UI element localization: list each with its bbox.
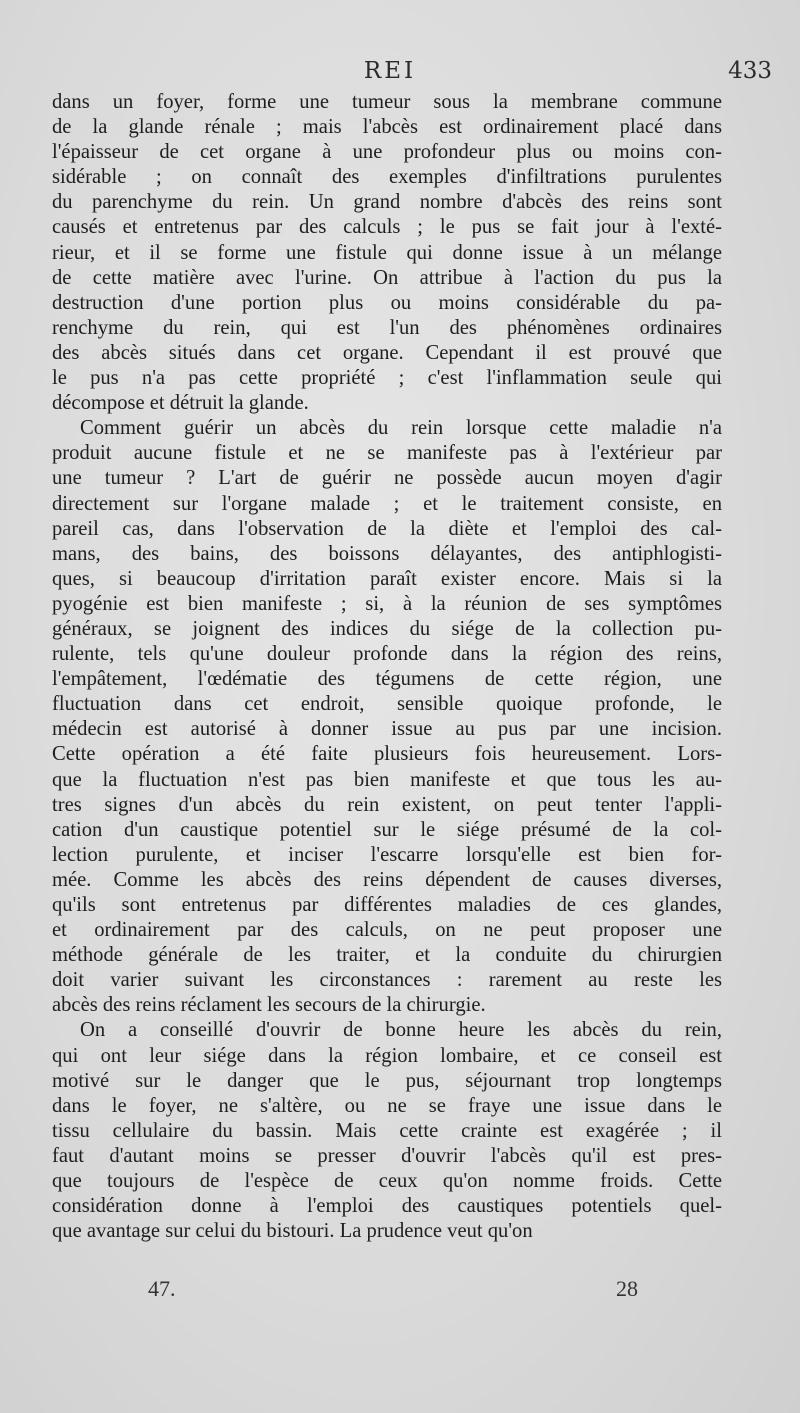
running-title: REI [363, 58, 417, 84]
text-line: le pus n'a pas cette propriété ; c'est l'inflammation seule qui [52, 367, 722, 390]
text-line: qui ont leur siége dans la région lombaire, et ce conseil est [52, 1044, 722, 1067]
text-line: rieur, et il se forme une fistule qui donne issue à un mélange [52, 241, 722, 264]
paragraph [52, 416, 722, 1018]
text-line: qu'ils sont entretenus par différentes maladies de ces glandes, [52, 894, 722, 916]
text-line: fluctuation dans cet endroit, sensible quoique profonde, le [52, 693, 722, 716]
text-line: produit aucune fistule et ne se manifeste pas à l'extérieur par [52, 442, 722, 465]
text-line: pyogénie est bien manifeste ; si, à la réunion de ses symptômes [52, 592, 722, 615]
text-line: sidérable ; on connaît des exemples d'infiltrations purulentes [52, 166, 722, 189]
text-line: du parenchyme du rein. Un grand nombre d'abcès des reins sont [52, 191, 722, 214]
signature-mark-left: 47. [148, 1276, 176, 1301]
text-line: dans un foyer, forme une tumeur sous la membrane commune [52, 91, 722, 113]
page-footer [52, 1276, 728, 1306]
text-line: médecin est autorisé à donner issue au pus par une incision. [52, 718, 722, 741]
text-line: ques, si beaucoup d'irritation paraît exister encore. Mais si la [52, 567, 722, 590]
text-line: décompose et détruit la glande. [52, 392, 309, 415]
paragraph [52, 90, 722, 416]
text-line: que avantage sur celui du bistouri. La prudence veut qu'on [52, 1220, 533, 1243]
text-line: pareil cas, dans l'observation de la diète et l'emploi des cal- [52, 517, 722, 540]
text-line: destruction d'une portion plus ou moins considérable du pa- [52, 291, 722, 314]
text-line: des abcès situés dans cet organe. Cependant il est prouvé que [52, 341, 722, 364]
text-line: causés et entretenus par des calculs ; le pus se fait jour à l'exté- [52, 216, 722, 239]
text-line: méthode générale de les traiter, et la conduite du chirurgien [52, 944, 722, 967]
text-line: Comment guérir un abcès du rein lorsque cette maladie n'a [80, 417, 722, 440]
paragraph [52, 1018, 722, 1244]
text-line: de la glande rénale ; mais l'abcès est ordinairement placé dans [52, 116, 722, 139]
text-line: On a conseillé d'ouvrir de bonne heure les abcès du rein, [80, 1019, 722, 1042]
text-line: abcès des reins réclament les secours de la chirurgie. [52, 994, 486, 1017]
text-line: faut d'autant moins se presser d'ouvrir l'abcès qu'il est pres- [52, 1144, 722, 1167]
text-line: l'empâtement, l'œdématie des tégumens de cette région, une [52, 668, 722, 691]
text-line: une tumeur ? L'art de guérir ne possède aucun moyen d'agir [52, 467, 722, 490]
text-line: motivé sur le danger que le pus, séjournant trop longtemps [52, 1069, 722, 1092]
text-line: que la fluctuation n'est pas bien manifeste et que tous les au- [52, 768, 722, 791]
text-line: considération donne à l'emploi des caustiques potentiels quel- [52, 1195, 722, 1218]
text-line: que toujours de l'espèce de ceux qu'on nomme froids. Cette [52, 1170, 722, 1193]
text-line: directement sur l'organe malade ; et le traitement consiste, en [52, 492, 722, 515]
text-line: lection purulente, et inciser l'escarre lorsqu'elle est bien for- [52, 843, 722, 866]
text-line: généraux, se joignent des indices du siége de la collection pu- [52, 617, 722, 640]
text-line: et ordinairement par des calculs, on ne peut proposer une [52, 919, 722, 942]
text-line: mée. Comme les abcès des reins dépendent de causes diverses, [52, 868, 722, 891]
signature-mark-right: 28 [616, 1276, 638, 1301]
text-line: rulente, tels qu'une douleur profonde dans la région des reins, [52, 643, 722, 666]
text-line: tres signes d'un abcès du rein existent, on peut tenter l'appli- [52, 793, 722, 816]
text-line: dans le foyer, ne s'altère, ou ne se fraye une issue dans le [52, 1094, 722, 1117]
text-line: Cette opération a été faite plusieurs fois heureusement. Lors- [52, 743, 722, 766]
body-text [52, 90, 722, 1244]
text-line: mans, des bains, des boissons délayantes, des antiphlogisti- [52, 542, 722, 565]
running-head [52, 58, 772, 92]
page-number: 433 [728, 58, 772, 84]
text-line: de cette matière avec l'urine. On attribue à l'action du pus la [52, 266, 722, 289]
text-line: l'épaisseur de cet organe à une profondeur plus ou moins con- [52, 141, 722, 164]
text-line: renchyme du rein, qui est l'un des phénomènes ordinaires [52, 316, 722, 339]
text-line: doit varier suivant les circonstances : rarement au reste les [52, 969, 722, 992]
text-line: tissu cellulaire du bassin. Mais cette crainte est exagérée ; il [52, 1119, 722, 1142]
text-line: cation d'un caustique potentiel sur le siége présumé de la col- [52, 818, 722, 841]
